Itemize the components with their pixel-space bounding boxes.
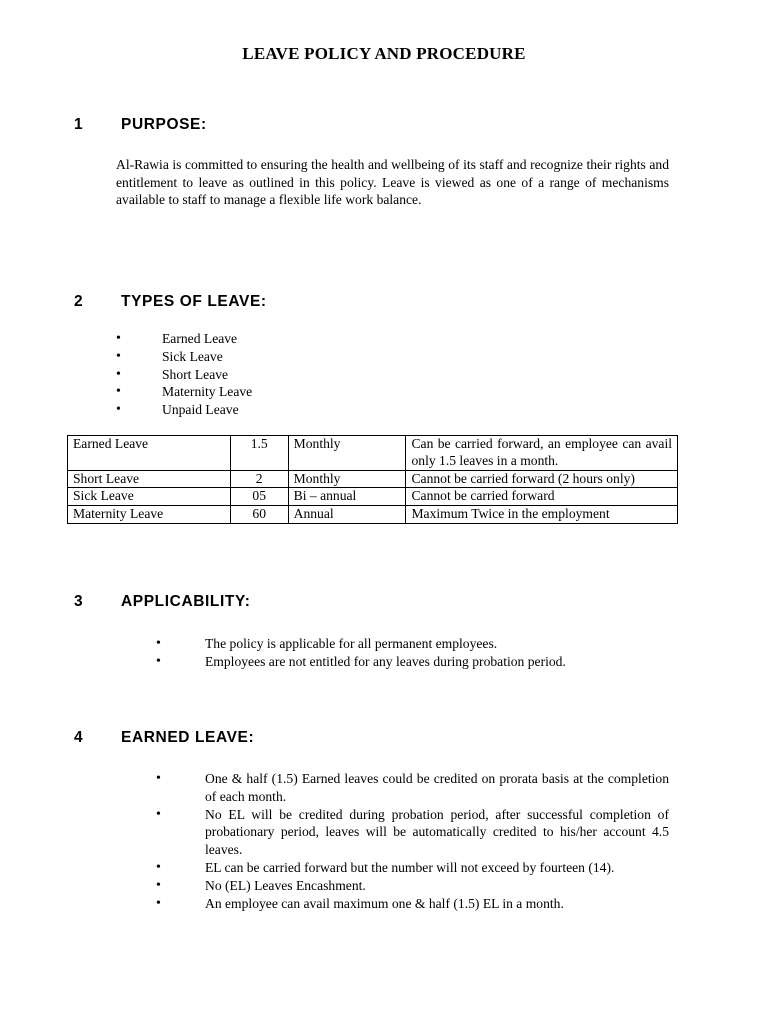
table-row — [68, 488, 678, 506]
list-item: • EL can be carried forward but the number will not exceed by fourteen (14). — [156, 859, 669, 877]
table-cell: Cannot be carried forward (2 hours only) — [406, 470, 678, 488]
table-cell: Short Leave — [68, 470, 231, 488]
table-row — [68, 506, 678, 524]
section-heading-purpose — [74, 116, 207, 134]
section-heading-types-of-leave — [74, 293, 267, 311]
section-heading-earned-leave — [74, 729, 254, 747]
section-number: 2 — [74, 293, 84, 310]
section-title: TYPES OF LEAVE: — [121, 293, 267, 310]
section-number: 1 — [74, 116, 84, 133]
list-item: • Maternity Leave — [116, 383, 252, 401]
table-cell: 60 — [230, 506, 288, 524]
table-cell: Monthly — [288, 436, 406, 471]
table-row — [68, 470, 678, 488]
table-cell: 1.5 — [230, 436, 288, 471]
section-title: PURPOSE: — [121, 116, 207, 133]
table-cell: Sick Leave — [68, 488, 231, 506]
list-item: • No (EL) Leaves Encashment. — [156, 877, 669, 895]
section-title: EARNED LEAVE: — [121, 729, 255, 746]
list-item: • Earned Leave — [116, 330, 252, 348]
section-number: 4 — [74, 729, 84, 746]
table-cell: Bi – annual — [288, 488, 406, 506]
list-item: • One & half (1.5) Earned leaves could be credited on prorata basis at the completion of each month. — [156, 770, 669, 806]
earned-leave-list — [156, 770, 669, 912]
list-item: • Sick Leave — [116, 348, 252, 366]
section-heading-applicability — [74, 593, 251, 611]
table-cell: Annual — [288, 506, 406, 524]
table-cell: 05 — [230, 488, 288, 506]
table-cell: Maximum Twice in the employment — [406, 506, 678, 524]
document-title: LEAVE POLICY AND PROCEDURE — [242, 44, 526, 63]
leave-table — [67, 435, 678, 524]
table-cell: Can be carried forward, an employee can avail only 1.5 leaves in a month. — [406, 436, 678, 471]
list-item: • The policy is applicable for all permanent employees. — [156, 635, 669, 653]
table-row — [68, 436, 678, 471]
list-item: • An employee can avail maximum one & half (1.5) EL in a month. — [156, 895, 669, 913]
table-cell: 2 — [230, 470, 288, 488]
applicability-list — [156, 635, 669, 671]
section-title: APPLICABILITY: — [121, 593, 251, 610]
list-item: • Employees are not entitled for any leaves during probation period. — [156, 653, 669, 671]
purpose-paragraph: Al-Rawia is committed to ensuring the health and wellbeing of its staff and recognize their rights and entitlement to leave as outlined in this policy. Leave is viewed as one of a range of mechanisms available to staff to manage a flexible life work balance. — [116, 157, 669, 207]
list-item: • Unpaid Leave — [116, 401, 252, 419]
list-item: • Short Leave — [116, 366, 252, 384]
table-cell: Cannot be carried forward — [406, 488, 678, 506]
table-cell: Maternity Leave — [68, 506, 231, 524]
table-cell: Monthly — [288, 470, 406, 488]
list-item: • No EL will be credited during probation period, after successful completion of probationary period, leaves will be automatically credited to his/her account 4.5 leaves. — [156, 806, 669, 859]
table-cell: Earned Leave — [68, 436, 231, 471]
section-number: 3 — [74, 593, 84, 610]
leave-types-list — [116, 330, 252, 419]
